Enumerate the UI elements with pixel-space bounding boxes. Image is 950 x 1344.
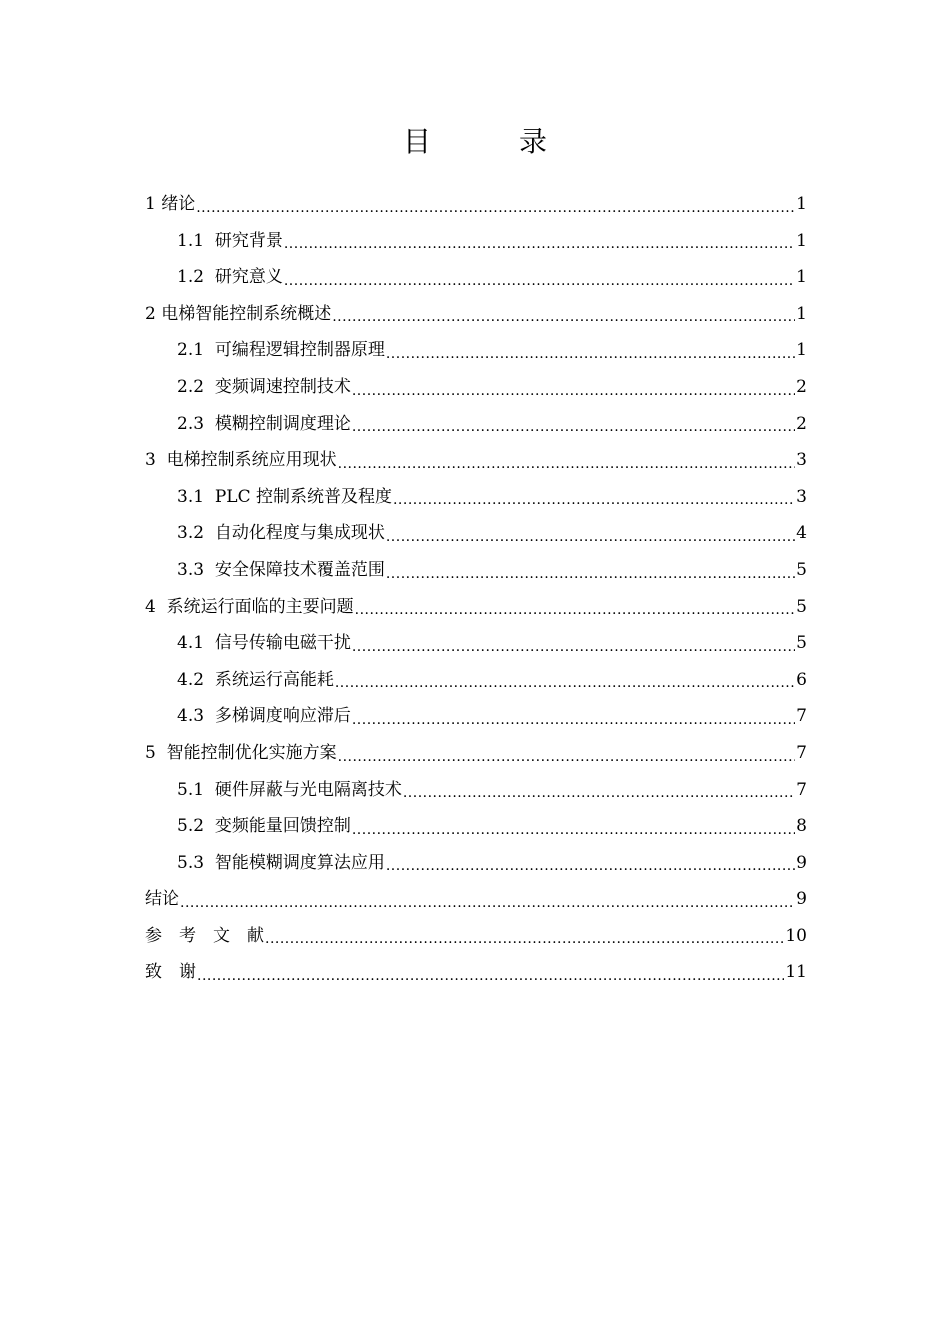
toc-entry-label: 结论 <box>145 889 179 910</box>
toc-entry[interactable] <box>145 332 807 369</box>
toc-entry-number: 3.3 <box>177 559 215 580</box>
toc-entry-label: 研究意义 <box>214 267 283 288</box>
toc-entry[interactable] <box>145 881 807 918</box>
toc-entry[interactable] <box>145 296 807 333</box>
toc-entry[interactable] <box>145 369 807 406</box>
toc-entry-number: 4.3 <box>177 706 215 727</box>
toc-dot-leader <box>338 442 796 479</box>
toc-entry[interactable] <box>145 845 807 882</box>
toc-entry-number: 1.2 <box>177 267 215 288</box>
toc-entry-label: 硬件屏蔽与光电隔离技术 <box>214 779 402 800</box>
toc-entry-label: 可编程逻辑控制器原理 <box>214 340 385 361</box>
toc-entry-label: 信号传输电磁干扰 <box>214 633 351 654</box>
toc-dot-leader <box>284 223 795 260</box>
toc-entry-number: 4 <box>145 596 167 617</box>
toc-entry-label: 参 考 文 献 <box>145 925 264 946</box>
toc-entry-label: 系统运行面临的主要问题 <box>166 596 354 617</box>
toc-entry-label: 绪论 <box>161 194 196 214</box>
toc-entry-page-number: 11 <box>785 962 807 983</box>
toc-dot-leader <box>338 735 796 772</box>
toc-entry-number: 2.1 <box>177 340 215 361</box>
toc-entry[interactable] <box>145 442 807 479</box>
toc-entry-page-number: 8 <box>796 816 807 837</box>
toc-entry[interactable] <box>145 625 807 662</box>
toc-entry-page-number: 7 <box>796 706 807 727</box>
toc-entry-page-number: 10 <box>785 925 807 946</box>
table-of-contents <box>145 186 807 991</box>
toc-entry-number: 1 <box>145 194 162 214</box>
toc-entry[interactable] <box>145 589 807 626</box>
toc-entry-page-number: 9 <box>796 852 807 873</box>
toc-entry[interactable] <box>145 735 807 772</box>
toc-entry[interactable] <box>145 808 807 845</box>
toc-dot-leader <box>352 698 795 735</box>
toc-entry[interactable] <box>145 515 807 552</box>
toc-entry-number: 1.1 <box>177 230 215 251</box>
toc-entry-number: 3.2 <box>177 523 215 544</box>
toc-dot-leader <box>180 881 795 918</box>
toc-entry-number: 5.2 <box>177 816 215 837</box>
toc-entry-page-number: 4 <box>796 523 807 544</box>
toc-entry-page-number: 1 <box>796 230 807 251</box>
toc-entry-page-number: 6 <box>796 669 807 690</box>
toc-dot-leader <box>386 515 795 552</box>
toc-entry-page-number: 1 <box>796 194 807 214</box>
toc-entry-label: 智能控制优化实施方案 <box>166 742 337 763</box>
toc-entry-number: 2 <box>145 303 162 324</box>
toc-dot-leader <box>386 332 795 369</box>
page-title: 目 录 <box>402 125 577 158</box>
toc-entry-number: 4.1 <box>177 633 215 654</box>
toc-entry-label: 电梯智能控制系统概述 <box>161 303 332 324</box>
toc-entry-label: 致 谢 <box>145 962 196 983</box>
toc-entry-label: 变频能量回馈控制 <box>214 816 351 837</box>
toc-dot-leader <box>352 625 795 662</box>
toc-entry-page-number: 1 <box>796 267 807 288</box>
toc-dot-leader <box>352 406 795 443</box>
toc-entry-number: 2.3 <box>177 413 215 434</box>
toc-entry-label: PLC 控制系统普及程度 <box>214 486 392 507</box>
toc-dot-leader <box>386 552 795 589</box>
toc-entry-page-number: 7 <box>796 779 807 800</box>
toc-entry[interactable] <box>145 918 807 955</box>
toc-entry[interactable] <box>145 772 807 809</box>
toc-dot-leader <box>265 918 784 955</box>
toc-entry[interactable] <box>145 698 807 735</box>
toc-entry-page-number: 3 <box>796 486 807 507</box>
toc-entry-page-number: 5 <box>796 559 807 580</box>
toc-dot-leader <box>332 296 795 333</box>
toc-entry-page-number: 7 <box>796 742 807 763</box>
toc-entry-number: 3 <box>145 450 167 471</box>
toc-entry-label: 电梯控制系统应用现状 <box>166 450 337 471</box>
toc-dot-leader <box>403 772 795 809</box>
toc-dot-leader <box>352 808 795 845</box>
toc-dot-leader <box>393 479 795 516</box>
toc-entry-number: 3.1 <box>177 486 215 507</box>
toc-entry[interactable] <box>145 954 807 991</box>
toc-entry[interactable] <box>145 406 807 443</box>
toc-entry-label: 安全保障技术覆盖范围 <box>214 559 385 580</box>
toc-entry[interactable] <box>145 479 807 516</box>
toc-entry-page-number: 2 <box>796 376 807 397</box>
toc-entry-page-number: 3 <box>796 450 807 471</box>
toc-entry[interactable] <box>145 223 807 260</box>
toc-dot-leader <box>197 954 784 991</box>
toc-entry-number: 5.3 <box>177 852 215 873</box>
toc-dot-leader <box>196 186 795 223</box>
toc-entry-page-number: 1 <box>796 303 807 324</box>
toc-entry[interactable] <box>145 552 807 589</box>
toc-entry-label: 模糊控制调度理论 <box>214 413 351 434</box>
toc-entry-page-number: 1 <box>796 340 807 361</box>
toc-dot-leader <box>355 589 796 626</box>
toc-entry[interactable] <box>145 186 807 223</box>
toc-dot-leader <box>386 845 795 882</box>
toc-entry-number: 2.2 <box>177 376 215 397</box>
toc-dot-leader <box>335 662 795 699</box>
toc-entry-label: 多梯调度响应滞后 <box>214 706 351 727</box>
toc-entry-page-number: 5 <box>796 633 807 654</box>
toc-dot-leader <box>284 259 795 296</box>
toc-entry-number: 4.2 <box>177 669 215 690</box>
toc-entry-label: 研究背景 <box>214 230 283 251</box>
toc-entry-label: 变频调速控制技术 <box>214 376 351 397</box>
toc-entry-page-number: 2 <box>796 413 807 434</box>
toc-entry[interactable] <box>145 259 807 296</box>
toc-entry-number: 5 <box>145 742 167 763</box>
toc-entry-label: 自动化程度与集成现状 <box>214 523 385 544</box>
toc-entry-number: 5.1 <box>177 779 215 800</box>
toc-entry-label: 系统运行高能耗 <box>214 669 334 690</box>
toc-entry-label: 智能模糊调度算法应用 <box>214 852 385 873</box>
toc-dot-leader <box>352 369 795 406</box>
toc-entry-page-number: 5 <box>796 596 807 617</box>
toc-entry-page-number: 9 <box>796 889 807 910</box>
toc-entry[interactable] <box>145 662 807 699</box>
